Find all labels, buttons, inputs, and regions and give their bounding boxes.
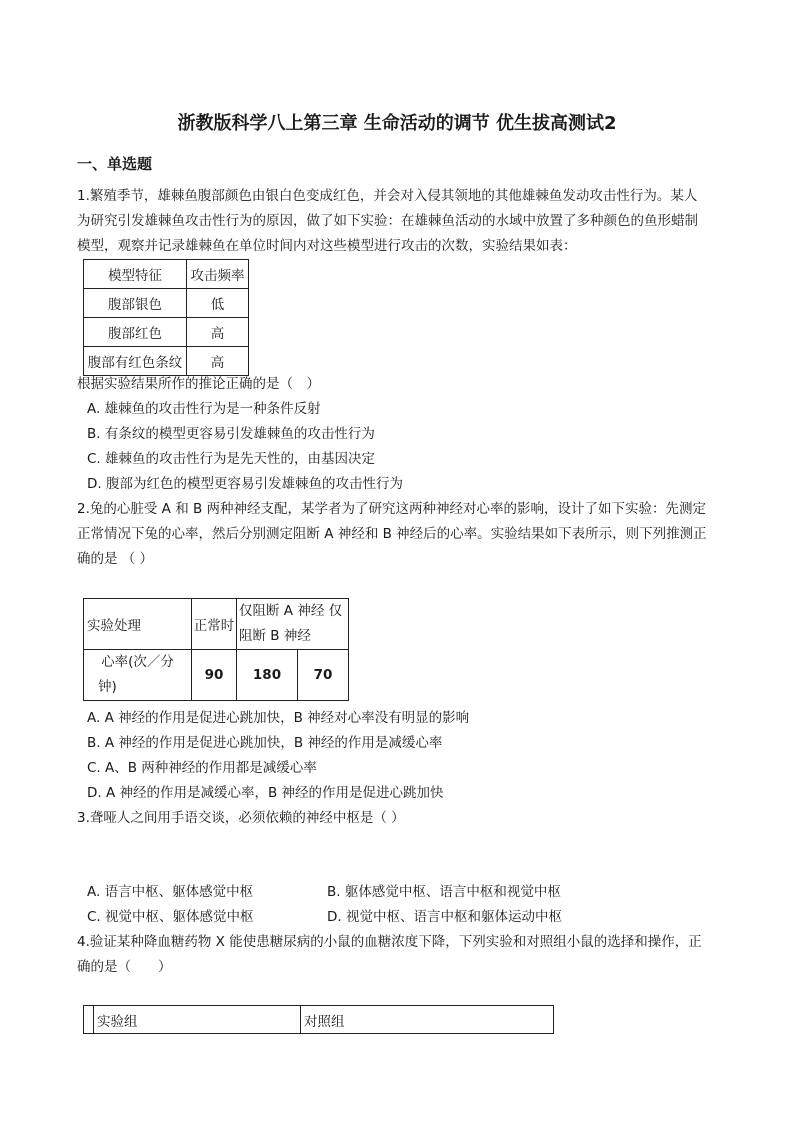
q4-table-blank-cell [84, 1006, 94, 1034]
q1-table-cell: 高 [187, 347, 249, 376]
q2-line-2: 正常情况下兔的心率，然后分别测定阻断 A 神经和 B 神经后的心率。实验结果如下表所示，则下列推测正 [77, 526, 707, 542]
q2-option-d: D. A 神经的作用是减缓心率，B 神经的作用是促进心跳加快 [87, 785, 444, 801]
q1-option-c: C. 雄棘鱼的攻击性行为是先天性的，由基因决定 [87, 451, 376, 467]
q1-table-cell: 腹部银色 [84, 289, 187, 318]
q1-line-3: 模型，观察并记录雄棘鱼在单位时间内对这些模型进行攻击的次数，实验结果如表： [77, 238, 577, 254]
q2-header-line: 仅阻断 A 神经 仅 [239, 603, 343, 619]
q2-row-label [84, 650, 192, 701]
q4-line-2: 确的是（ ） [77, 959, 172, 975]
q2-value-normal: 90 [192, 650, 237, 701]
q1-option-b: B. 有条纹的模型更容易引发雄棘鱼的攻击性行为 [87, 426, 375, 442]
q2-table-header: 正常时 [192, 599, 237, 650]
q1-option-d: D. 腹部为红色的模型更容易引发雄棘鱼的攻击性行为 [87, 476, 403, 492]
q2-header-line: 阻断 B 神经 [239, 628, 311, 644]
q1-table-header: 攻击频率 [187, 260, 249, 289]
q1-table-cell: 腹部有红色条纹 [84, 347, 187, 376]
q4-table [83, 1005, 554, 1034]
q4-table-header: 对照组 [301, 1006, 554, 1034]
q3-option-d: D. 视觉中枢、语言中枢和躯体运动中枢 [327, 909, 562, 925]
page-title: 浙教版科学八上第三章 生命活动的调节 优生拔高测试2 [177, 113, 617, 134]
q1-table [83, 259, 249, 376]
q1-option-a: A. 雄棘鱼的攻击性行为是一种条件反射 [87, 401, 321, 417]
q2-value-block-b: 70 [298, 650, 349, 701]
q2-line-3: 确的是 （ ） [77, 551, 154, 567]
q2-table [83, 598, 349, 701]
q2-option-c: C. A、B 两种神经的作用都是减缓心率 [87, 760, 317, 776]
q1-table-cell: 腹部红色 [84, 318, 187, 347]
q1-line-2: 为研究引发雄棘鱼攻击性行为的原因，做了如下实验：在雄棘鱼活动的水域中放置了多种颜色的鱼形蜡制 [77, 213, 698, 229]
q1-prompt: 根据实验结果所作的推论正确的是（ ） [77, 376, 320, 392]
q2-row-label-line: 钟) [98, 679, 117, 695]
q1-table-cell: 高 [187, 318, 249, 347]
q4-table-header: 实验组 [94, 1006, 301, 1034]
q1-table-cell: 低 [187, 289, 249, 318]
q1-line-1: 1.繁殖季节，雄棘鱼腹部颜色由银白色变成红色，并会对入侵其领地的其他雄棘鱼发动攻击性行为。某人 [77, 188, 698, 204]
q4-line-1: 4.验证某种降血糖药物 X 能使患糖尿病的小鼠的血糖浓度下降，下列实验和对照组小鼠的选择和操作，正 [77, 934, 702, 950]
q1-table-header: 模型特征 [84, 260, 187, 289]
q3-option-a: A. 语言中枢、躯体感觉中枢 [87, 884, 254, 900]
q3-option-c: C. 视觉中枢、躯体感觉中枢 [87, 909, 254, 925]
section-heading: 一、单选题 [77, 155, 153, 173]
q2-table-header: 实验处理 [84, 599, 192, 650]
q2-option-a: A. A 神经的作用是促进心跳加快，B 神经对心率没有明显的影响 [87, 710, 470, 726]
q2-value-block-a: 180 [237, 650, 298, 701]
q2-table-header [237, 599, 349, 650]
q2-option-b: B. A 神经的作用是促进心跳加快，B 神经的作用是减缓心率 [87, 735, 443, 751]
q2-row-label-line: 心率(次／分 [101, 654, 174, 670]
q3-option-b: B. 躯体感觉中枢、语言中枢和视觉中枢 [327, 884, 561, 900]
q3-line: 3.聋哑人之间用手语交谈，必须依赖的神经中枢是（ ） [77, 810, 405, 826]
q2-line-1: 2.兔的心脏受 A 和 B 两种神经支配，某学者为了研究这两种神经对心率的影响，设计了如下实验：先测定 [77, 501, 707, 517]
